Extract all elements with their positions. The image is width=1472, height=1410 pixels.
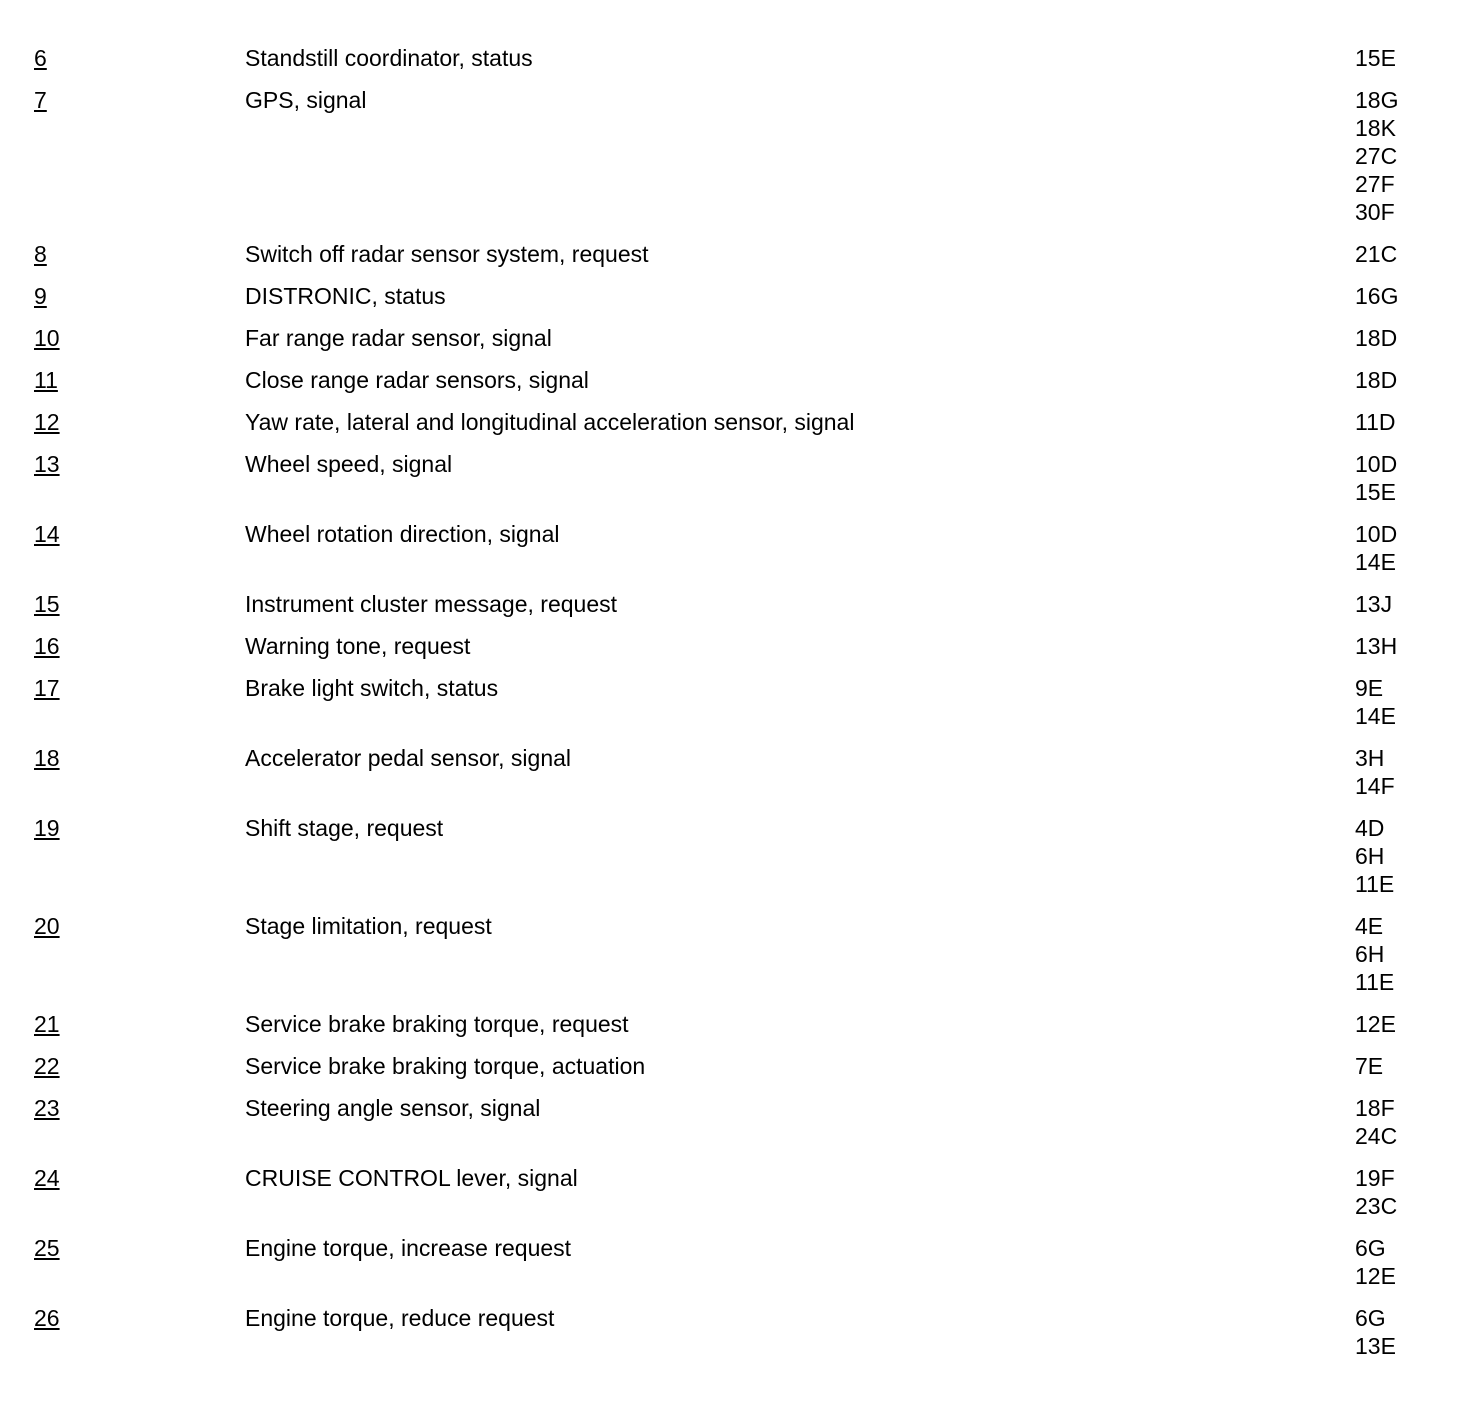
grid-ref: 18D [1355, 367, 1398, 393]
grid-ref: 13J [1355, 591, 1393, 617]
item-grid-refs [1355, 408, 1396, 436]
item-grid-refs [1355, 632, 1397, 660]
grid-ref: 3H [1355, 745, 1385, 771]
item-description: Yaw rate, lateral and longitudinal acceleration sensor, signal [245, 409, 855, 435]
grid-ref: 10D [1355, 521, 1398, 547]
item-description: GPS, signal [245, 87, 367, 113]
item-number-link[interactable]: 23 [34, 1095, 60, 1121]
grid-ref: 18K [1355, 115, 1396, 141]
item-number-link[interactable]: 25 [34, 1235, 60, 1261]
item-description: Wheel rotation direction, signal [245, 521, 560, 547]
item-grid-refs [1355, 366, 1397, 394]
item-number-link[interactable]: 22 [34, 1053, 60, 1079]
item-number-link[interactable]: 10 [34, 325, 60, 351]
item-description: Switch off radar sensor system, request [245, 241, 649, 267]
grid-ref: 27F [1355, 171, 1395, 197]
item-grid-refs [1355, 1010, 1396, 1038]
item-description: DISTRONIC, status [245, 283, 446, 309]
grid-ref: 14F [1355, 773, 1395, 799]
item-number-link[interactable]: 20 [34, 913, 60, 939]
grid-ref: 18D [1355, 325, 1398, 351]
item-number-link[interactable]: 16 [34, 633, 60, 659]
item-number-link[interactable]: 19 [34, 815, 60, 841]
item-number-link[interactable]: 18 [34, 745, 60, 771]
item-grid-refs [1355, 450, 1397, 506]
legend-row [0, 86, 1472, 240]
item-number-link[interactable]: 12 [34, 409, 60, 435]
grid-ref: 24C [1355, 1123, 1398, 1149]
item-number-link[interactable]: 21 [34, 1011, 60, 1037]
item-description: Wheel speed, signal [245, 451, 453, 477]
grid-ref: 9E [1355, 675, 1384, 701]
item-number-link[interactable]: 6 [34, 45, 47, 71]
item-grid-refs [1355, 324, 1397, 352]
grid-ref: 16G [1355, 283, 1399, 309]
grid-ref: 15E [1355, 45, 1396, 71]
item-description: Standstill coordinator, status [245, 45, 533, 71]
legend-row [0, 814, 1472, 912]
item-grid-refs [1355, 814, 1394, 898]
legend-row [0, 324, 1472, 366]
grid-ref: 6G [1355, 1235, 1386, 1261]
grid-ref: 6H [1355, 843, 1385, 869]
grid-ref: 7E [1355, 1053, 1384, 1079]
item-description: Shift stage, request [245, 815, 444, 841]
item-description: CRUISE CONTROL lever, signal [245, 1165, 578, 1191]
item-grid-refs [1355, 520, 1397, 576]
legend-row [0, 674, 1472, 744]
legend-row [0, 1010, 1472, 1052]
item-description: Service brake braking torque, request [245, 1011, 629, 1037]
item-description: Warning tone, request [245, 633, 471, 659]
legend-row [0, 912, 1472, 1010]
legend-row [0, 240, 1472, 282]
legend-row [0, 282, 1472, 324]
grid-ref: 27C [1355, 143, 1398, 169]
grid-ref: 14E [1355, 549, 1396, 575]
item-description: Accelerator pedal sensor, signal [245, 745, 572, 771]
grid-ref: 18G [1355, 87, 1399, 113]
item-grid-refs [1355, 282, 1398, 310]
item-number-link[interactable]: 7 [34, 87, 47, 113]
item-number-link[interactable]: 14 [34, 521, 60, 547]
item-description: Service brake braking torque, actuation [245, 1053, 646, 1079]
grid-ref: 11E [1355, 969, 1395, 995]
legend-row [0, 1234, 1472, 1304]
grid-ref: 4E [1355, 913, 1384, 939]
grid-ref: 19F [1355, 1165, 1395, 1191]
item-description: Far range radar sensor, signal [245, 325, 552, 351]
legend-row [0, 44, 1472, 86]
item-grid-refs [1355, 674, 1396, 730]
item-description: Stage limitation, request [245, 913, 492, 939]
item-number-link[interactable]: 8 [34, 241, 47, 267]
grid-ref: 6H [1355, 941, 1385, 967]
grid-ref: 23C [1355, 1193, 1398, 1219]
item-number-link[interactable]: 11 [34, 367, 58, 393]
item-grid-refs [1355, 44, 1396, 72]
grid-ref: 15E [1355, 479, 1396, 505]
legend-row [0, 408, 1472, 450]
item-grid-refs [1355, 240, 1397, 268]
item-description: Engine torque, reduce request [245, 1305, 555, 1331]
grid-ref: 12E [1355, 1011, 1396, 1037]
grid-ref: 21C [1355, 241, 1398, 267]
item-description: Close range radar sensors, signal [245, 367, 589, 393]
grid-ref: 13H [1355, 633, 1398, 659]
grid-ref: 4D [1355, 815, 1385, 841]
legend-row [0, 632, 1472, 674]
legend-row [0, 520, 1472, 590]
legend-table [0, 44, 1472, 1374]
item-number-link[interactable]: 26 [34, 1305, 60, 1331]
item-number-link[interactable]: 17 [34, 675, 60, 701]
legend-row [0, 450, 1472, 520]
item-grid-refs [1355, 1234, 1396, 1290]
legend-row [0, 1164, 1472, 1234]
item-grid-refs [1355, 1304, 1396, 1360]
grid-ref: 30F [1355, 199, 1395, 225]
item-number-link[interactable]: 24 [34, 1165, 60, 1191]
legend-row [0, 590, 1472, 632]
item-grid-refs [1355, 1094, 1397, 1150]
item-description: Brake light switch, status [245, 675, 499, 701]
item-description: Engine torque, increase request [245, 1235, 572, 1261]
item-description: Steering angle sensor, signal [245, 1095, 541, 1121]
item-number-link[interactable]: 15 [34, 591, 60, 617]
legend-row [0, 366, 1472, 408]
item-grid-refs [1355, 86, 1398, 226]
grid-ref: 18F [1355, 1095, 1395, 1121]
grid-ref: 10D [1355, 451, 1398, 477]
item-number-link[interactable]: 9 [34, 283, 47, 309]
item-description: Instrument cluster message, request [245, 591, 617, 617]
item-grid-refs [1355, 1164, 1397, 1220]
legend-row [0, 1052, 1472, 1094]
grid-ref: 13E [1355, 1333, 1396, 1359]
legend-row [0, 1094, 1472, 1164]
item-grid-refs [1355, 1052, 1383, 1080]
grid-ref: 12E [1355, 1263, 1396, 1289]
item-grid-refs [1355, 744, 1395, 800]
item-number-link[interactable]: 13 [34, 451, 60, 477]
grid-ref: 11E [1355, 871, 1395, 897]
grid-ref: 14E [1355, 703, 1396, 729]
item-grid-refs [1355, 590, 1392, 618]
legend-row [0, 1304, 1472, 1374]
legend-row [0, 744, 1472, 814]
item-grid-refs [1355, 912, 1394, 996]
grid-ref: 6G [1355, 1305, 1386, 1331]
grid-ref: 11D [1355, 409, 1396, 435]
